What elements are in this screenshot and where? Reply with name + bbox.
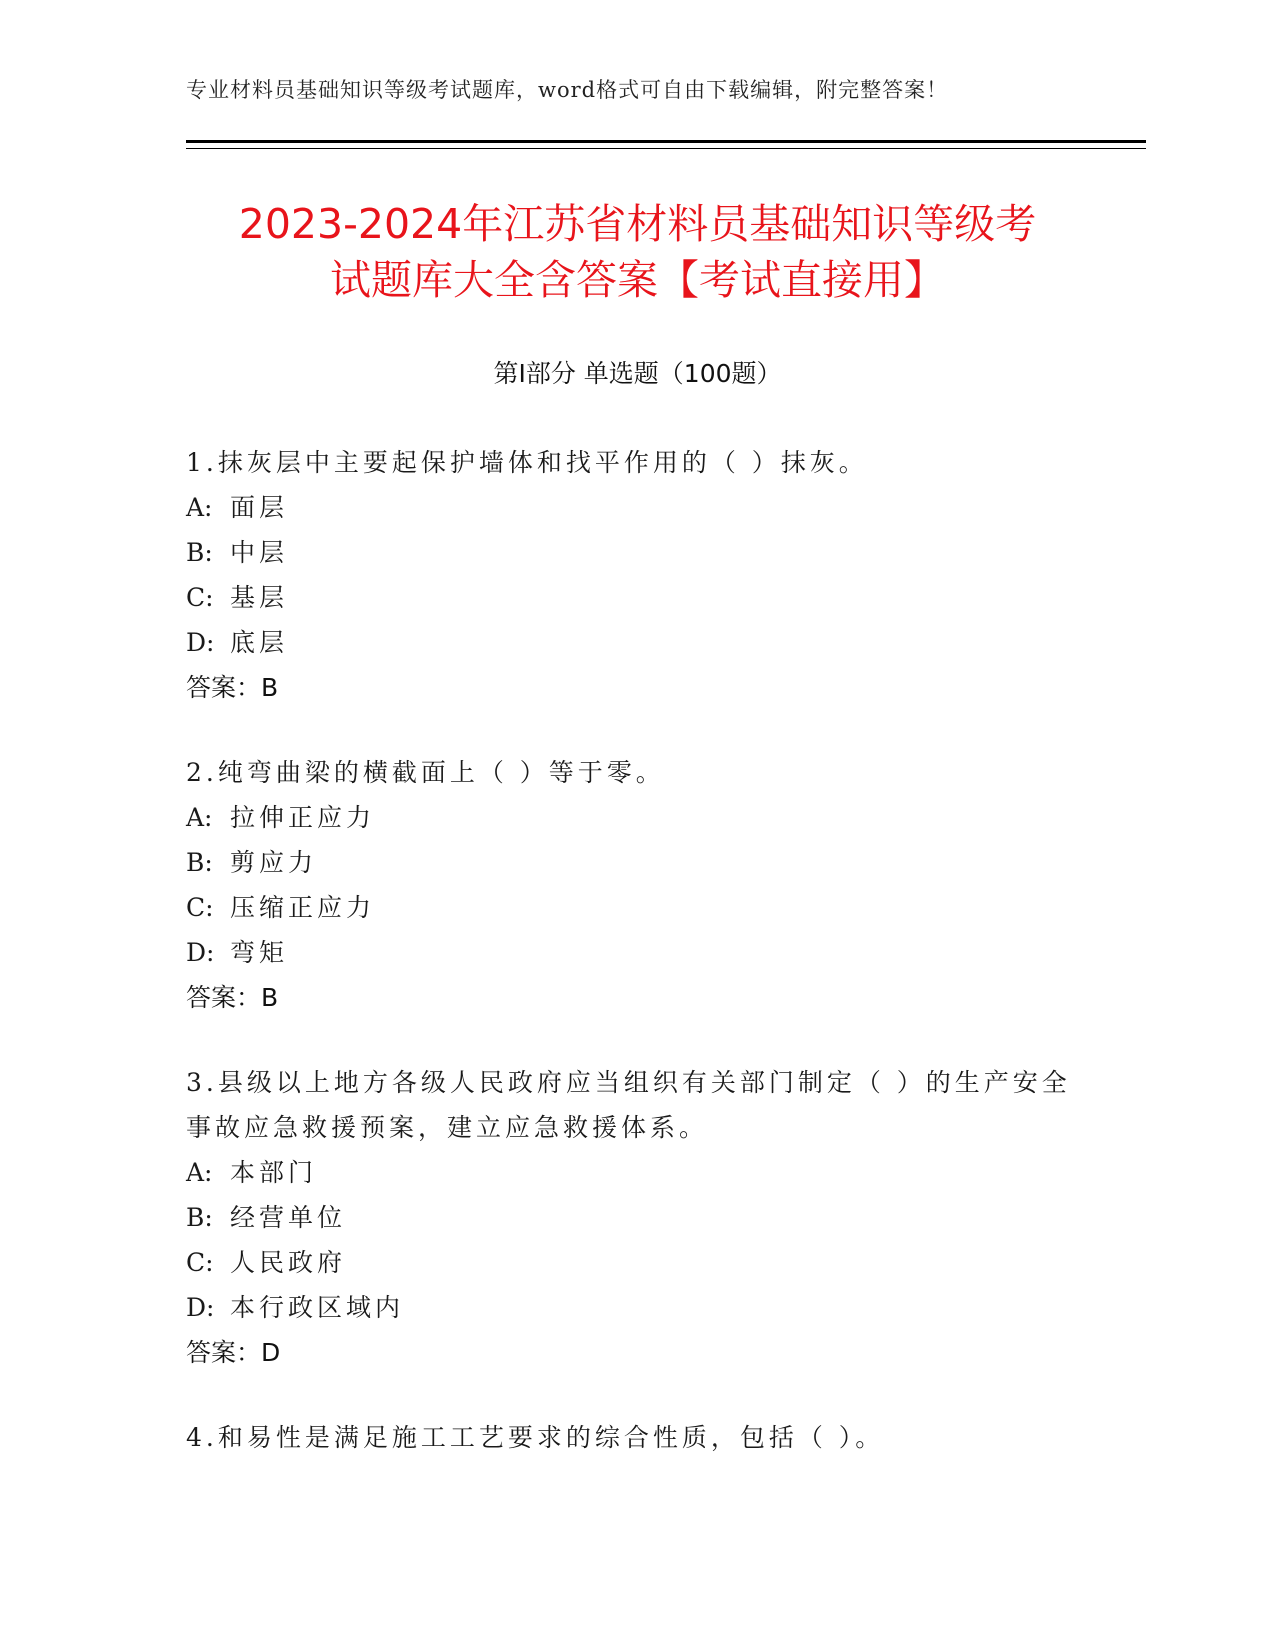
option-text: 中层 — [230, 538, 289, 567]
option-letter: A: — [186, 803, 213, 832]
option-letter: D: — [186, 938, 215, 967]
option-text: 人民政府 — [230, 1248, 347, 1277]
option-c — [186, 1240, 1086, 1285]
option-letter: B: — [186, 1203, 213, 1232]
question-stem: 3.县级以上地方各级人民政府应当组织有关部门制定（ ）的生产安全事故应急救援预案，建立应急救援体系。 — [186, 1068, 1071, 1142]
question-2 — [186, 750, 1086, 1020]
option-a — [186, 795, 1086, 840]
option-letter: D: — [186, 628, 215, 657]
option-c — [186, 575, 1086, 620]
document-title — [160, 196, 1115, 308]
document-title-line-1: 2023-2024年江苏省材料员基础知识等级考 — [238, 200, 1037, 248]
option-text: 面层 — [230, 493, 289, 522]
option-letter: B: — [186, 538, 213, 567]
option-d — [186, 620, 1086, 665]
option-b — [186, 530, 1086, 575]
section-title: 第Ⅰ部分 单选题（100题） — [493, 359, 782, 388]
option-text: 剪应力 — [230, 848, 318, 877]
option-text: 弯矩 — [230, 938, 289, 967]
header-note: 专业材料员基础知识等级考试题库，word格式可自由下载编辑，附完整答案！ — [186, 78, 949, 102]
header-rule-thin — [186, 148, 1146, 149]
option-a — [186, 485, 1086, 530]
option-text: 本行政区域内 — [230, 1293, 405, 1322]
option-text: 底层 — [230, 628, 289, 657]
question-4 — [186, 1415, 1086, 1460]
question-3 — [186, 1060, 1086, 1375]
option-letter: A: — [186, 493, 213, 522]
option-letter: C: — [186, 1248, 214, 1277]
document-title-line-2: 试题库大全含答案【考试直接用】 — [330, 256, 945, 304]
question-stem: 2.纯弯曲梁的横截面上（ ）等于零。 — [186, 758, 665, 787]
option-a — [186, 1150, 1086, 1195]
option-letter: C: — [186, 893, 214, 922]
answer-line: 答案：D — [186, 1338, 281, 1367]
option-letter: D: — [186, 1293, 215, 1322]
option-text: 本部门 — [230, 1158, 318, 1187]
option-letter: B: — [186, 848, 213, 877]
option-b — [186, 1195, 1086, 1240]
question-1 — [186, 440, 1086, 710]
option-text: 基层 — [230, 583, 289, 612]
question-stem: 4.和易性是满足施工工艺要求的综合性质，包括（ ）。 — [186, 1423, 885, 1452]
option-text: 经营单位 — [230, 1203, 347, 1232]
option-d — [186, 930, 1086, 975]
option-c — [186, 885, 1086, 930]
question-list — [186, 440, 1086, 1500]
answer-line: 答案：B — [186, 983, 279, 1012]
option-letter: A: — [186, 1158, 213, 1187]
option-b — [186, 840, 1086, 885]
option-letter: C: — [186, 583, 214, 612]
header-rule-thick — [186, 140, 1146, 143]
option-d — [186, 1285, 1086, 1330]
answer-line: 答案：B — [186, 673, 279, 702]
question-stem: 1.抹灰层中主要起保护墙体和找平作用的（ ）抹灰。 — [186, 448, 868, 477]
option-text: 压缩正应力 — [230, 893, 376, 922]
option-text: 拉伸正应力 — [230, 803, 376, 832]
